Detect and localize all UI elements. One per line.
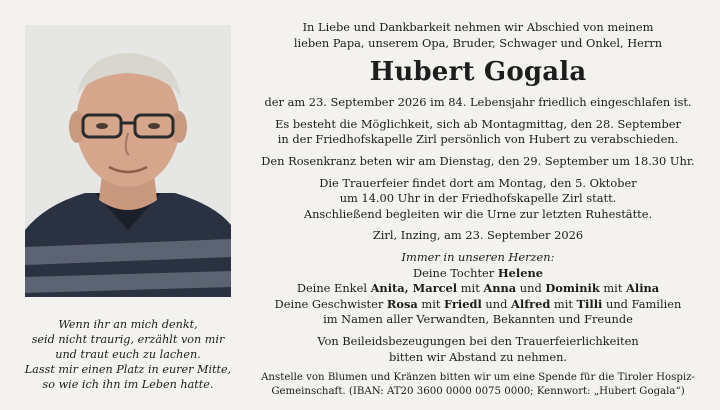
condolences-line: Von Beileidsbezeugungen bei den Trauerfeierlichkeiten xyxy=(317,333,639,348)
poem-line: und traut euch zu lachen. xyxy=(55,348,201,361)
poem-line: so wie ich ihn im Leben hatte. xyxy=(42,378,214,391)
farewell-paragraph xyxy=(253,117,703,148)
condolences-line: bitten wir Abstand zu nehmen. xyxy=(388,349,568,364)
poem-line: seid nicht traurig, erzählt von mir xyxy=(31,333,225,346)
farewell-line: in der Friedhofskapelle Zirl persönlich von Hubert zu verabschieden. xyxy=(277,132,679,147)
mourners-others: im Namen aller Verwandten, Bekannten und Freunde xyxy=(323,312,633,327)
mourners-text: und Familien xyxy=(602,296,682,311)
donation-paragraph xyxy=(253,371,703,399)
mourners-text: mit xyxy=(550,296,577,311)
mourners-list xyxy=(253,250,703,328)
notice-text xyxy=(253,20,703,399)
donation-line: Gemeinschaft. (IBAN: AT20 3600 0000 0075 0000; Kennwort: „Hubert Gogala“) xyxy=(271,386,685,398)
funeral-paragraph xyxy=(253,176,703,223)
mourner-name: Anita, Marcel xyxy=(370,281,458,296)
intro-line: In Liebe und Dankbarkeit nehmen wir Abschied von meinem xyxy=(302,20,654,34)
mourner-name: Dominik xyxy=(545,281,600,296)
mourners-text: mit xyxy=(457,281,484,296)
portrait-image xyxy=(25,25,231,297)
place-date: Zirl, Inzing, am 23. September 2026 xyxy=(372,228,584,243)
mourners-text: Deine Tochter xyxy=(412,265,498,280)
donation-line: Anstelle von Blumen und Kränzen bitten wir um eine Spende für die Tiroler Hospiz- xyxy=(261,372,695,384)
intro-line: lieben Papa, unserem Opa, Bruder, Schwager und Onkel, Herrn xyxy=(293,35,663,50)
mourner-name: Tilli xyxy=(576,296,603,311)
condolences-paragraph xyxy=(253,334,703,365)
poem-line: Lasst mir einen Platz in eurer Mitte, xyxy=(24,363,232,376)
deceased-name: Hubert Gogala xyxy=(369,57,587,88)
mourner-name: Friedl xyxy=(444,296,482,311)
mourners-text: mit xyxy=(599,281,627,296)
death-notice-line: der am 23. September 2026 im 84. Lebensjahr friedlich eingeschlafen ist. xyxy=(264,95,692,110)
poem-line: Wenn ihr an mich denkt, xyxy=(58,318,198,331)
funeral-line: Anschließend begleiten wir die Urne zur letzten Ruhestätte. xyxy=(303,206,653,221)
portrait-photo xyxy=(25,25,231,297)
mourners-heading: Immer in unseren Herzen: xyxy=(401,249,555,264)
farewell-line: Es besteht die Möglichkeit, sich ab Montagmittag, den 28. September xyxy=(275,116,681,131)
mourner-name: Helene xyxy=(497,265,543,280)
mourner-name: Alina xyxy=(626,281,660,296)
mourners-daughter xyxy=(253,266,703,282)
rosary-line: Den Rosenkranz beten wir am Dienstag, den 29. September um 18.30 Uhr. xyxy=(261,153,695,168)
mourners-text: Deine Enkel xyxy=(296,281,371,296)
mourners-text: mit xyxy=(417,296,445,311)
mourner-name: Rosa xyxy=(386,296,418,311)
mourners-text: und xyxy=(481,296,512,311)
mourner-name: Anna xyxy=(483,281,517,296)
mourners-text: Deine Geschwister xyxy=(274,296,387,311)
funeral-line: um 14.00 Uhr in der Friedhofskapelle Zirl statt. xyxy=(339,191,617,206)
mourner-name: Alfred xyxy=(511,296,551,311)
memorial-poem xyxy=(12,317,244,392)
mourners-text: und xyxy=(516,281,546,296)
mourners-grandchildren xyxy=(253,281,703,297)
funeral-line: Die Trauerfeier findet dort am Montag, den 5. Oktober xyxy=(319,175,637,190)
mourners-siblings xyxy=(253,297,703,313)
